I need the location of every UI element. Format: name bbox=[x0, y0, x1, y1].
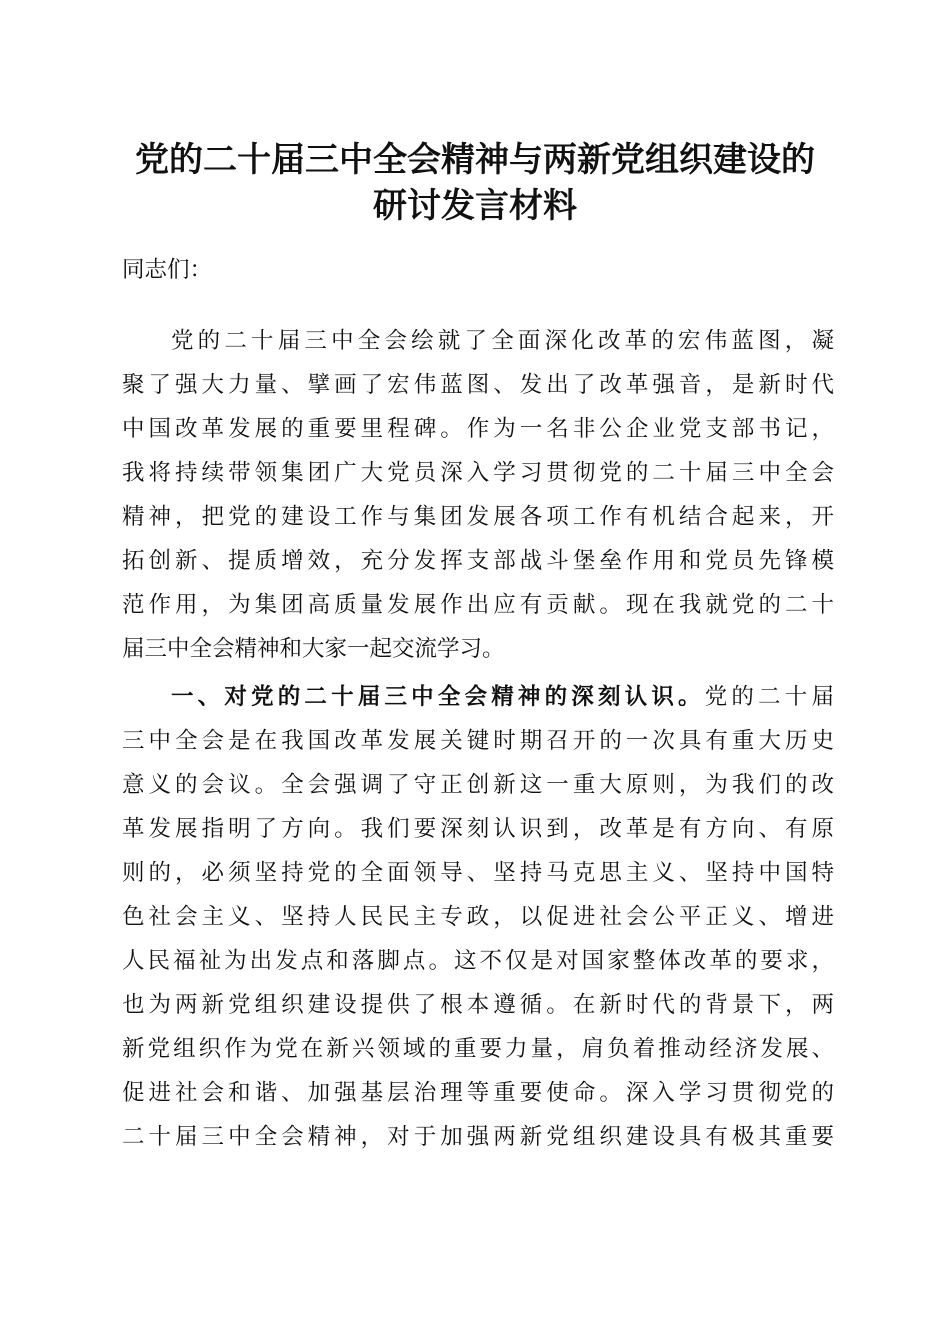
paragraph-line: 党的二十届三中全会绘就了全面深化改革的宏伟蓝图，凝 bbox=[171, 328, 834, 354]
section1-line: 革发展指明了方向。我们要深刻认识到，改革是有方向、有原 bbox=[122, 816, 834, 842]
section1-line: 三中全会是在我国改革发展关键时期召开的一次具有重大历史 bbox=[122, 728, 834, 754]
section1-line: 促进社会和谐、加强基层治理等重要使命。深入学习贯彻党的 bbox=[122, 1080, 834, 1106]
document-title-line-1: 党的二十届三中全会精神与两新党组织建设的 bbox=[135, 140, 815, 180]
section1-line: 二十届三中全会精神，对于加强两新党组织建设具有极其重要 bbox=[122, 1124, 834, 1150]
paragraph-line: 范作用，为集团高质量发展作出应有贡献。现在我就党的二十 bbox=[122, 592, 834, 618]
paragraph-line: 我将持续带领集团广大党员深入学习贯彻党的二十届三中全会 bbox=[122, 460, 834, 486]
paragraph-line: 中国改革发展的重要里程碑。作为一名非公企业党支部书记， bbox=[122, 416, 834, 442]
section1-line: 色社会主义、坚持人民民主专政，以促进社会公平正义、增进 bbox=[122, 904, 834, 930]
section1-line: 也为两新党组织建设提供了根本遵循。在新时代的背景下，两 bbox=[122, 992, 834, 1018]
paragraph-line: 聚了强大力量、擘画了宏伟蓝图、发出了改革强音，是新时代 bbox=[122, 372, 834, 398]
section1-line: 意义的会议。全会强调了守正创新这一重大原则，为我们的改 bbox=[122, 772, 834, 798]
paragraph-line: 精神，把党的建设工作与集团发展各项工作有机结合起来，开 bbox=[122, 504, 834, 530]
greeting: 同志们： bbox=[122, 257, 213, 283]
section1-first-tail: 党的二十届 bbox=[704, 684, 834, 710]
paragraph-line: 拓创新、提质增效，充分发挥支部战斗堡垒作用和党员先锋模 bbox=[122, 548, 834, 574]
section1-first-line bbox=[171, 682, 834, 712]
section1-line: 则的，必须坚持党的全面领导、坚持马克思主义、坚持中国特 bbox=[122, 860, 834, 886]
document-title-line-2: 研讨发言材料 bbox=[373, 186, 577, 226]
paragraph-line: 届三中全会精神和大家一起交流学习。 bbox=[122, 636, 505, 662]
section1-line: 新党组织作为党在新兴领域的重要力量，肩负着推动经济发展、 bbox=[122, 1036, 834, 1062]
section1-heading: 一、对党的二十届三中全会精神的深刻认识。 bbox=[171, 684, 705, 710]
section1-line: 人民福祉为出发点和落脚点。这不仅是对国家整体改革的要求， bbox=[122, 948, 834, 974]
